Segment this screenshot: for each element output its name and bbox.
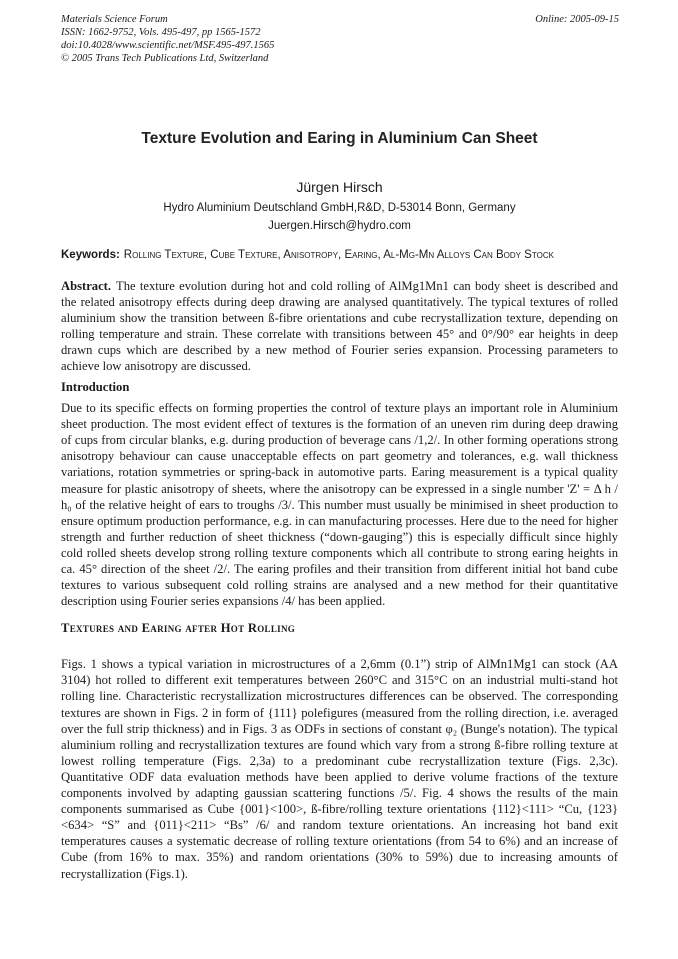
issn-line: ISSN: 1662-9752, Vols. 495-497, pp 1565-1572: [61, 27, 261, 38]
journal-name: Materials Science Forum: [61, 14, 168, 25]
keywords-label: Keywords:: [61, 249, 120, 261]
abstract-label: Abstract.: [61, 278, 112, 293]
section-heading-textures-and-earing: Textures and Earing after Hot Rolling: [61, 621, 296, 636]
abstract-paragraph: [61, 278, 618, 375]
section-body-textures-and-earing: Figs. 1 shows a typical variation in microstructures of a 2,6mm (0.1”) strip of AlMn1Mg1 can stock (AA 3104) hot rolled to different exit temperatures between 260°C and 315°C on an industrial multi-stand hot rolling line. Characteristic recrystallization microstructures differences can be observed. The corresponding textures are shown in Figs. 2 in form of {111} polefigures (measured from the rolling direction, i.e. averaged over the full strip thickness) and in Figs. 3 as ODFs in sections of constant φ₂ (Bunge's notation). The typical aluminium rolling and recrystallization textures are found which vary from a strong ß-fibre rolling texture at lowest rolling temperature (Figs. 2,3a) to a predominant cube recrystallization texture (Figs. 2,3c). Quantitative ODF data evaluation methods have been applied to derive volume fractions of the texture components involved by adapting gaussian scattering functions /5/. Fig. 4 shows the results of the main components summarised as Cube {001}<100>, ß-fibre/rolling texture orientations {112}<111> “Cu, {123}<634> “S” and {011}<211> “Bs” /6/ and random texture orientations. An increasing hot band exit temperatures causes a systematic decrease of rolling texture orientations (from 54 to 6%) and an increase of Cube (from 16% to max. 35%) and random orientations (30% to 59%) due to increasing amounts of recrystallization (Figs.1).: [61, 657, 618, 881]
keywords-line: [61, 248, 618, 264]
section-body-introduction: Due to its specific effects on forming properties the control of texture plays an important role in Aluminium sheet production. The most evident effect of textures is the formation of an uneven rim during deep drawing of cups from circular blanks, e.g. during production of beverage cans /1,2/. In other forming operations strong anisotropy behaviour can cause unacceptable effects on part geometry and tolerances, e.g. wall thickness variations, rotation symmetries or spring-back in automotive parts. Earing measurement is a typical quality measure for plastic anisotropy of sheets, where the anisotropy can be expressed in a single number 'Z' = Δ h / h₀ of the relative height of ears to troughs /3/. This number must usually be minimised in sheet production to ensure optimum production performance, e.g. in can manufacturing processes. Here due to the need for higher strength and further reduction of sheet thickness (“down-gauging”) this is especially difficult since highly cold rolled sheets develop strong rolling texture components which all contribute to strong earing heights in ca. 45° direction of the sheet /2/. The earing profiles and their transition from different initial hot band cube textures to various subsequent cold rolling strains are analysed and a new method for their quantitative description using Fourier series expansions /4/ has been applied.: [61, 401, 618, 609]
author-email: Juergen.Hirsch@hydro.com: [268, 220, 411, 232]
abstract-text: The texture evolution during hot and cold rolling of AlMg1Mn1 can body sheet is described and the related anisotropy effects during deep drawing are analysed quantitatively. The typical textures of rolled aluminium show the transition between ß-fibre orientations and cube recrystallization texture, depending on rolling temperature and strain. These correlate with transitions between 45° and 0°/90° ear heights in deep drawn cups which are described by a new method of Fourier series expansion. Processing parameters to achieve low anisotropy are discussed.: [61, 278, 618, 373]
doi-line: doi:10.4028/www.scientific.net/MSF.495-497.1565: [61, 40, 275, 51]
copyright-line: © 2005 Trans Tech Publications Ltd, Switzerland: [61, 53, 269, 64]
keywords-text: Rolling Texture, Cube Texture, Anisotropy, Earing, Al-Mg-Mn Alloys Can Body Stock: [123, 249, 554, 261]
section-heading-introduction: Introduction: [61, 380, 130, 395]
paper-title: Texture Evolution and Earing in Aluminium Can Sheet: [141, 130, 538, 147]
paper-content: [61, 0, 618, 882]
author-name: Jürgen Hirsch: [296, 179, 383, 195]
author-affiliation: Hydro Aluminium Deutschland GmbH,R&D, D-53014 Bonn, Germany: [163, 202, 516, 214]
online-date: Online: 2005-09-15: [535, 14, 619, 25]
